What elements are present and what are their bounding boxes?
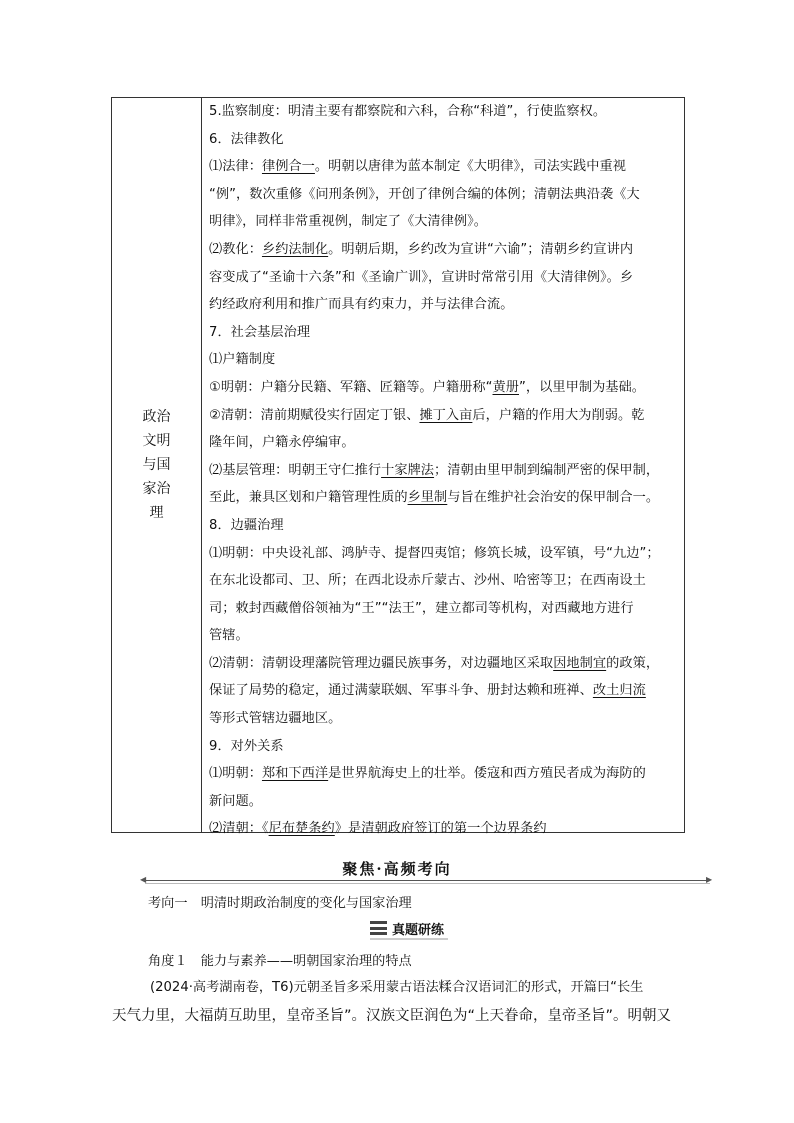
content-line	[209, 484, 684, 512]
table-content-cell	[202, 98, 684, 837]
content-text: ⑵教化：	[209, 241, 262, 257]
content-text: 7．社会基层治理	[209, 324, 311, 340]
content-text: ②清朝：清前期赋役实行固定丁银、	[209, 407, 420, 423]
content-text: ⑴户籍制度	[209, 352, 276, 368]
knowledge-table	[111, 97, 685, 837]
content-text: 约经政府利用和推广而具有约束力，并与法律合流。	[209, 297, 514, 313]
content-text: 新问题。	[209, 793, 262, 809]
content-line	[209, 181, 684, 209]
content-text: 。明朝以唐律为蓝本制定《大明律》，司法实践中重视	[314, 159, 627, 175]
content-line	[209, 291, 684, 319]
divider-right-arrow-icon: ▶	[706, 875, 713, 884]
content-text: ；清朝由里甲制到编制严密的保甲制，	[434, 462, 660, 478]
content-text: ”，以里甲制为基础。	[519, 379, 646, 395]
key-term: 乡里制	[407, 490, 448, 506]
key-term: 尼布楚条约	[268, 821, 335, 837]
key-term: 郑和下西洋	[261, 766, 329, 782]
content-text: 司；敕封西藏僧俗领袖为“王”“法王”，建立都司等机构，对西藏地方进行	[209, 600, 634, 616]
content-text: ⑵清朝：清朝设理藩院管理边疆民族事务，对边疆地区采取	[209, 655, 554, 671]
content-line	[209, 677, 684, 705]
content-text: 等形式管辖边疆地区。	[209, 711, 342, 727]
content-text: ⑴明朝：中央设礼部、鸿胪寺、提督四夷馆；修筑长城，设军镇，号“九边”；	[209, 545, 660, 561]
content-text: 保证了局势的稳定，通过满蒙联姻、军事斗争、册封达赖和班禅、	[209, 683, 593, 699]
question-line-2-quote: 上天眷命，皇帝圣旨	[475, 1008, 606, 1024]
table-category-cell	[112, 98, 202, 832]
content-line	[209, 705, 684, 733]
content-text: 。明朝后期，乡约改为宣讲“六谕”；清朝乡约宣讲内	[328, 241, 634, 257]
content-text: ①明朝：户籍分民籍、军籍、匠籍等。户籍册称“	[209, 379, 493, 395]
kaoxiang-heading: 考向一 明清时期政治制度的变化与国家治理	[148, 896, 412, 911]
content-text: ⑴法律：	[209, 159, 262, 175]
content-text: 隆年间，户籍永停编审。	[209, 435, 355, 451]
section-divider	[145, 880, 710, 884]
content-text: 在东北设都司、卫、所；在西北设赤斤蒙古、沙州、哈密等卫；在西南设土	[209, 573, 646, 589]
key-term: 十家牌法	[381, 462, 435, 478]
content-text: 与旨在维护社会治安的保甲制合一。	[447, 490, 660, 506]
angle-heading: 角度１ 能力与素养——明朝国家治理的特点	[148, 954, 412, 969]
key-term: 改土归流	[592, 683, 646, 699]
question-line-2-part-c: ”。明朝又	[605, 1008, 672, 1024]
content-text: ⑵基层管理：明朝王守仁推行	[209, 462, 382, 478]
content-text: 至此，兼具区划和户籍管理性质的	[209, 490, 408, 506]
content-line	[209, 236, 684, 264]
section-badge	[370, 918, 448, 940]
content-line	[209, 540, 684, 568]
content-line	[209, 595, 684, 623]
content-text: 容变成了“圣谕十六条”和《圣谕广训》，宣讲时常常引用《大清律例》。乡	[209, 269, 634, 285]
content-text: 9．对外关系	[209, 738, 284, 754]
content-line	[209, 457, 684, 485]
content-line	[209, 153, 684, 181]
content-line	[209, 402, 684, 430]
key-term: 摊丁入亩	[419, 407, 473, 423]
content-line	[209, 567, 684, 595]
content-text: 》是清朝政府签订的第一个边界条约	[334, 821, 547, 837]
content-line	[209, 264, 684, 292]
category-label-line: 与国	[142, 457, 171, 473]
content-text: 后，户籍的作用大为削弱。乾	[472, 407, 645, 423]
content-text: “例”，数次重修《问刑条例》，开创了律例合编的体例；清朝法典沿袭《大	[209, 186, 640, 202]
content-line	[209, 126, 684, 154]
key-term: 乡约法制化	[261, 241, 329, 257]
badge-label: 真题研练	[392, 922, 445, 938]
key-term: 因地制宜	[553, 655, 607, 671]
category-label-line: 政治	[142, 409, 171, 425]
key-term: 黄册	[492, 379, 519, 395]
content-text: 8．边疆治理	[209, 517, 284, 533]
content-text: 的政策，	[606, 655, 660, 671]
key-term: 律例合一	[261, 159, 315, 175]
content-line	[209, 650, 684, 678]
content-line	[209, 512, 684, 540]
question-line-2-part-a: 天气力里，大福荫互助里，皇帝圣旨”。汉族文臣润色为“	[112, 1008, 476, 1024]
divider-left-arrow-icon: ◀	[140, 875, 147, 884]
content-line	[209, 346, 684, 374]
section-title: 聚焦·高频考向	[342, 860, 452, 878]
content-line	[209, 208, 684, 236]
content-line	[209, 622, 684, 650]
content-line	[209, 788, 684, 816]
content-line	[209, 374, 684, 402]
content-text: ⑵清朝：《	[209, 821, 269, 837]
content-line	[209, 733, 684, 761]
content-line	[209, 760, 684, 788]
content-text: ⑴明朝：	[209, 766, 262, 782]
category-label-line: 文明	[142, 433, 171, 449]
category-label-line: 理	[149, 505, 164, 521]
content-line	[209, 98, 684, 126]
content-line	[209, 429, 684, 457]
category-label	[143, 405, 171, 525]
content-text: 5.监察制度：明清主要有都察院和六科，合称“科道”，行使监察权。	[209, 104, 607, 119]
content-text: 是世界航海史上的壮举。倭寇和西方殖民者成为海防的	[328, 766, 646, 782]
content-line	[209, 319, 684, 347]
question-line-2	[112, 1004, 671, 1025]
content-text: 明律》，同样非常重视例，制定了《大清律例》。	[209, 214, 488, 230]
question-line-1: (2024·高考湖南卷，T6)元朝圣旨多采用蒙古语法糅合汉语词汇的形式，开篇曰“长生	[150, 980, 644, 995]
content-text: 6．法律教化	[209, 131, 284, 147]
category-label-line: 家治	[142, 481, 171, 497]
list-bars-icon	[370, 921, 387, 935]
content-text: 管辖。	[209, 628, 249, 644]
content-line	[209, 815, 684, 843]
